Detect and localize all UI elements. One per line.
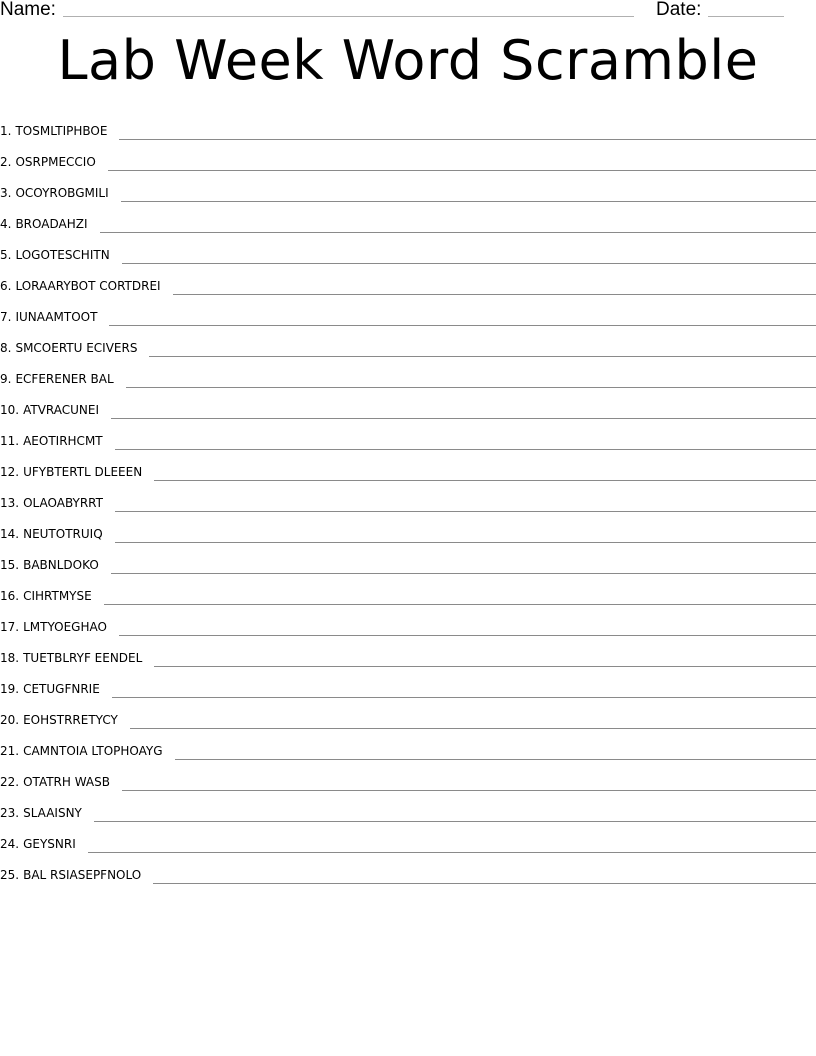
answer-line[interactable] [111, 417, 816, 419]
answer-line[interactable] [154, 479, 816, 481]
scrambled-word: EOHSTRRETYCY [23, 713, 118, 727]
answer-line[interactable] [88, 851, 816, 853]
list-item [0, 203, 816, 234]
scrambled-word: BROADAHZI [15, 217, 88, 231]
answer-line[interactable] [122, 789, 816, 791]
answer-line[interactable] [122, 262, 816, 264]
scrambled-word: OLAOABYRRT [23, 496, 103, 510]
list-item [0, 730, 816, 761]
item-number: 15. [0, 558, 20, 572]
answer-line[interactable] [109, 324, 816, 326]
list-item [0, 110, 816, 141]
list-item [0, 699, 816, 730]
list-item [0, 296, 816, 327]
scrambled-word: ECFERENER BAL [15, 372, 114, 386]
scrambled-word: UFYBTERTL DLEEEN [23, 465, 143, 479]
scrambled-word: OTATRH WASB [23, 775, 110, 789]
list-item [0, 172, 816, 203]
list-item [0, 823, 816, 854]
answer-line[interactable] [130, 727, 816, 729]
scramble-list [0, 110, 816, 885]
answer-line[interactable] [111, 572, 816, 574]
scrambled-word: CETUGFNRIE [23, 682, 100, 696]
item-number: 25. [0, 868, 20, 882]
list-item [0, 389, 816, 420]
answer-line[interactable] [126, 386, 816, 388]
scrambled-word: LORAARYBOT CORTDREI [15, 279, 161, 293]
item-number: 11. [0, 434, 20, 448]
answer-line[interactable] [115, 541, 816, 543]
item-number: 24. [0, 837, 20, 851]
scrambled-word: GEYSNRI [23, 837, 76, 851]
list-item [0, 668, 816, 699]
list-item [0, 854, 816, 885]
item-number: 12. [0, 465, 20, 479]
answer-line[interactable] [153, 882, 816, 884]
item-number: 16. [0, 589, 20, 603]
list-item [0, 141, 816, 172]
name-field-line[interactable] [63, 16, 634, 17]
date-field-line[interactable] [708, 16, 784, 17]
answer-line[interactable] [94, 820, 816, 822]
item-number: 21. [0, 744, 20, 758]
answer-line[interactable] [173, 293, 816, 295]
list-item [0, 575, 816, 606]
list-item [0, 420, 816, 451]
answer-line[interactable] [108, 169, 816, 171]
scrambled-word: LOGOTESCHITN [15, 248, 110, 262]
item-number: 18. [0, 651, 20, 665]
answer-line[interactable] [154, 665, 816, 667]
answer-line[interactable] [175, 758, 816, 760]
answer-line[interactable] [100, 231, 816, 233]
scrambled-word: OCOYROBGMILI [15, 186, 109, 200]
scrambled-word: BAL RSIASEPFNOLO [23, 868, 142, 882]
item-number: 7. [0, 310, 12, 324]
list-item [0, 358, 816, 389]
answer-line[interactable] [119, 634, 816, 636]
item-number: 1. [0, 124, 12, 138]
item-number: 10. [0, 403, 20, 417]
item-number: 13. [0, 496, 20, 510]
scrambled-word: CIHRTMYSE [23, 589, 92, 603]
scrambled-word: AEOTIRHCMT [23, 434, 103, 448]
scrambled-word: SLAAISNY [23, 806, 82, 820]
scrambled-word: IUNAAMTOOT [15, 310, 98, 324]
item-number: 20. [0, 713, 20, 727]
list-item [0, 451, 816, 482]
list-item [0, 513, 816, 544]
name-label: Name: [0, 0, 56, 20]
worksheet-header [0, 0, 816, 22]
scrambled-word: BABNLDOKO [23, 558, 99, 572]
scrambled-word: CAMNTOIA LTOPHOAYG [23, 744, 163, 758]
item-number: 3. [0, 186, 12, 200]
answer-line[interactable] [104, 603, 816, 605]
item-number: 2. [0, 155, 12, 169]
item-number: 8. [0, 341, 12, 355]
answer-line[interactable] [112, 696, 816, 698]
page-title: Lab Week Word Scramble [57, 29, 759, 92]
item-number: 14. [0, 527, 20, 541]
list-item [0, 544, 816, 575]
list-item [0, 482, 816, 513]
scrambled-word: SMCOERTU ECIVERS [15, 341, 138, 355]
scrambled-word: TUETBLRYF EENDEL [23, 651, 143, 665]
scrambled-word: TOSMLTIPHBOE [15, 124, 108, 138]
list-item [0, 637, 816, 668]
scrambled-word: NEUTOTRUIQ [23, 527, 103, 541]
list-item [0, 792, 816, 823]
item-number: 23. [0, 806, 20, 820]
item-number: 17. [0, 620, 20, 634]
answer-line[interactable] [115, 448, 816, 450]
list-item [0, 265, 816, 296]
date-label: Date: [656, 0, 702, 20]
answer-line[interactable] [115, 510, 816, 512]
scrambled-word: LMTYOEGHAO [23, 620, 107, 634]
item-number: 5. [0, 248, 12, 262]
scrambled-word: ATVRACUNEI [23, 403, 100, 417]
item-number: 9. [0, 372, 12, 386]
list-item [0, 327, 816, 358]
answer-line[interactable] [149, 355, 816, 357]
list-item [0, 606, 816, 637]
list-item [0, 761, 816, 792]
item-number: 22. [0, 775, 20, 789]
answer-line[interactable] [119, 138, 816, 140]
scrambled-word: OSRPMECCIO [15, 155, 96, 169]
item-number: 19. [0, 682, 20, 696]
item-number: 6. [0, 279, 12, 293]
answer-line[interactable] [121, 200, 816, 202]
item-number: 4. [0, 217, 12, 231]
list-item [0, 234, 816, 265]
